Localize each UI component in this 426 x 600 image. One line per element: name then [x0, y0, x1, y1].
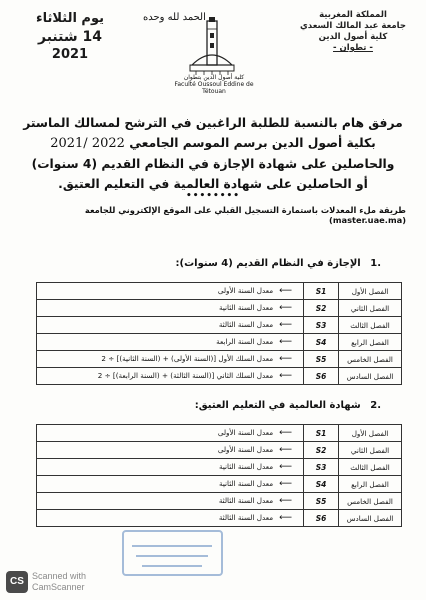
arrow-left-icon: ⟵: [279, 303, 292, 313]
average-cell: [37, 351, 304, 368]
arrow-left-icon: ⟵: [279, 462, 292, 472]
average-text: معدل السنة الرابعة: [216, 337, 274, 346]
semester-code-cell: S5: [304, 493, 339, 510]
semester-code-cell: S1: [304, 425, 339, 442]
semester-cell: الفصل الخامس: [339, 351, 402, 368]
section-1-heading: .1 الإجازة في النظام القديم (4 سنوات):: [175, 258, 381, 269]
average-text: معدل السنة الأولى: [217, 445, 274, 454]
date-daymonth: 14 شتنبر: [38, 29, 102, 45]
arrow-left-icon: ⟵: [279, 354, 292, 364]
arrow-left-icon: ⟵: [279, 371, 292, 381]
document-date: [20, 10, 120, 64]
average-cell: [37, 334, 304, 351]
table-row: [37, 459, 402, 476]
arrow-left-icon: ⟵: [279, 513, 292, 523]
date-day: يوم الثلاثاء: [35, 11, 104, 26]
semester-code-cell: S5: [304, 351, 339, 368]
average-cell: [37, 442, 304, 459]
arrow-left-icon: ⟵: [279, 286, 292, 296]
section-2-heading: .2 شهادة العالمية في التعليم العتيق:: [194, 400, 381, 411]
average-text: معدل السنة الثانية: [219, 303, 274, 312]
arrow-left-icon: ⟵: [279, 320, 292, 330]
arrow-left-icon: ⟵: [279, 337, 292, 347]
average-cell: [37, 425, 304, 442]
table-row: [37, 334, 402, 351]
semester-code-cell: S4: [304, 334, 339, 351]
table-row: [37, 300, 402, 317]
average-text: معدل السنة الأولى: [217, 428, 274, 437]
average-text: معدل السنة الأولى: [217, 286, 274, 295]
title-line-4: أو الحاصلين على شهادة العالمية في التعليم العتيق.: [58, 177, 368, 191]
announcement-title: [16, 113, 410, 194]
semester-code-cell: S3: [304, 317, 339, 334]
average-cell: [37, 476, 304, 493]
table-row: [37, 368, 402, 385]
table-row: [37, 351, 402, 368]
separator: ••••••••: [185, 191, 241, 201]
average-text: معدل السنة الثانية: [219, 462, 274, 471]
semester-cell: الفصل الخامس: [339, 493, 402, 510]
average-text: معدل السنة الثالثة: [218, 496, 274, 505]
title-line-3: والحاصلين على شهادة الإجازة في النظام القديم (4 سنوات): [31, 157, 395, 171]
semester-cell: الفصل الأول: [339, 425, 402, 442]
kingdom-line: المملكة المغربية: [319, 10, 387, 20]
table-row: [37, 510, 402, 527]
city-line: - تطوان -: [333, 43, 373, 53]
table-row: [37, 493, 402, 510]
semester-cell: الفصل الثاني: [339, 300, 402, 317]
camscanner-watermark: Scanned with CamScanner: [32, 571, 87, 592]
semester-cell: الفصل الرابع: [339, 334, 402, 351]
table-row: [37, 476, 402, 493]
average-text: معدل السلك الأول [(السنة الأولى) + (السنة الثانية)] ÷ 2: [101, 354, 274, 363]
semester-cell: الفصل الأول: [339, 283, 402, 300]
semester-code-cell: S2: [304, 442, 339, 459]
average-cell: [37, 317, 304, 334]
logo-caption: كلية أصول الدين بتطوان Faculté Oussoul Eddine de Tétouan: [174, 74, 254, 95]
semester-code-cell: S6: [304, 510, 339, 527]
average-text: معدل السنة الثالثة: [218, 513, 274, 522]
arrow-left-icon: ⟵: [279, 445, 292, 455]
semester-cell: الفصل الثالث: [339, 317, 402, 334]
semester-code-cell: S4: [304, 476, 339, 493]
basmala: الحمد لله وحده: [143, 12, 206, 23]
average-cell: [37, 368, 304, 385]
average-text: معدل السنة الثانية: [219, 479, 274, 488]
average-text: معدل السلك الثاني [(السنة الثالثة) + (السنة الرابعة)] ÷ 2: [97, 371, 274, 380]
institution-header: [298, 10, 408, 54]
semester-cell: الفصل السادس: [339, 368, 402, 385]
average-cell: [37, 283, 304, 300]
university-line: جامعة عبد المالك السعدي: [300, 21, 406, 31]
arrow-left-icon: ⟵: [279, 496, 292, 506]
average-cell: [37, 493, 304, 510]
arrow-left-icon: ⟵: [279, 428, 292, 438]
academic-year: 2022 /2021: [50, 136, 125, 151]
title-line-1: مرفق هام بالنسبة للطلبة الراغبين في الترشح لمسالك الماستر: [23, 116, 403, 130]
table-row: [37, 283, 402, 300]
average-cell: [37, 459, 304, 476]
table-row: [37, 425, 402, 442]
instruction-text: طريقة ملء المعدلات باستمارة التسجيل القبلي على الموقع الإلكتروني للجامعة (master.uae.ma): [84, 205, 406, 225]
date-year: 2021: [51, 47, 89, 62]
faculty-stamp-icon: [120, 528, 225, 578]
average-cell: [37, 510, 304, 527]
semester-cell: الفصل الثاني: [339, 442, 402, 459]
table-row: [37, 442, 402, 459]
section-2-table: [36, 424, 402, 527]
average-text: معدل السنة الثالثة: [218, 320, 274, 329]
table-row: [37, 317, 402, 334]
arrow-left-icon: ⟵: [279, 479, 292, 489]
camscanner-logo-icon: CS: [6, 571, 28, 593]
semester-code-cell: S3: [304, 459, 339, 476]
faculty-line: كلية أصول الدين: [318, 32, 388, 42]
semester-code-cell: S1: [304, 283, 339, 300]
title-line-2: بكلية أصول الدين برسم الموسم الجامعي 2022 /2021: [50, 136, 376, 151]
semester-code-cell: S2: [304, 300, 339, 317]
average-cell: [37, 300, 304, 317]
semester-code-cell: S6: [304, 368, 339, 385]
semester-cell: الفصل السادس: [339, 510, 402, 527]
section-1-table: [36, 282, 402, 385]
semester-cell: الفصل الرابع: [339, 476, 402, 493]
semester-cell: الفصل الثالث: [339, 459, 402, 476]
